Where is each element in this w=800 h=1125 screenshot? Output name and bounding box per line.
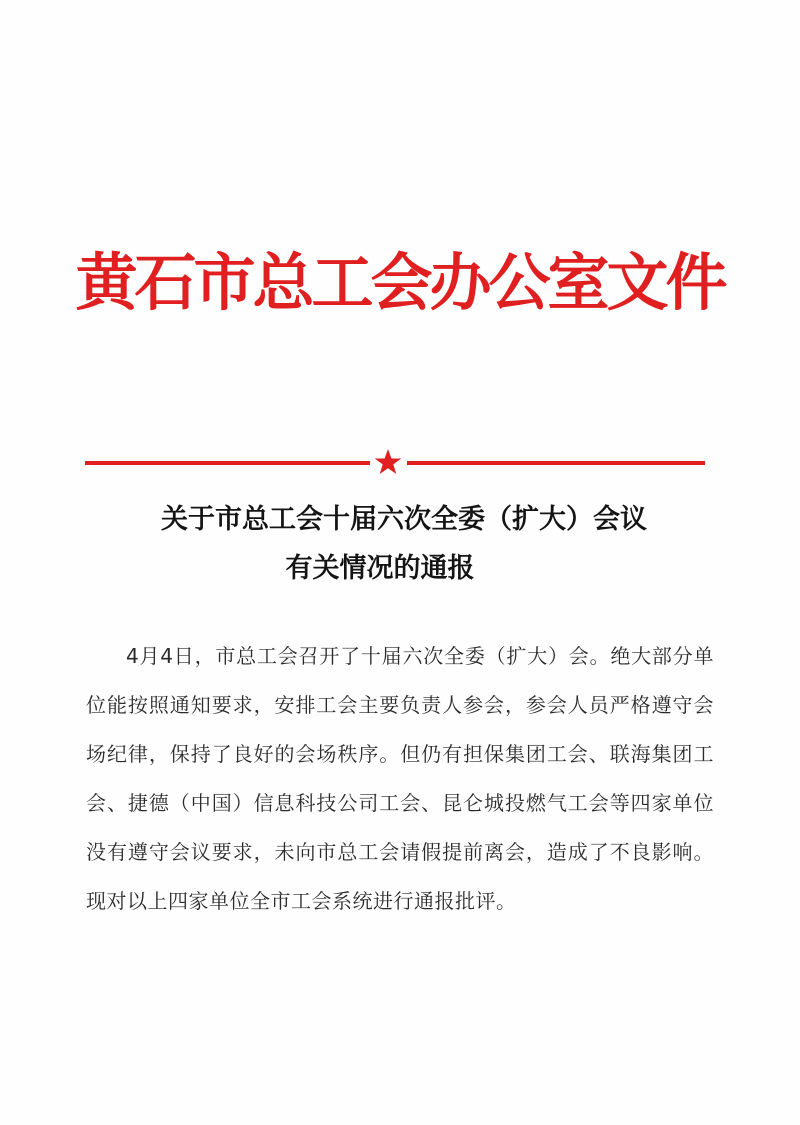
star-icon (375, 449, 402, 474)
document-masthead: 黄石市总工会办公室文件 (75, 246, 725, 319)
document-body-paragraph: 4月4日，市总工会召开了十届六次全委（扩大）会。绝大部分单位能按照通知要求，安排工会主要负责人参会，参会人员严格遵守会场纪律，保持了良好的会场秩序。但仍有担保集团工会、联海集团工会、捷德（中国）信息科技公司工会、昆仑城投燃气工会等四家单位没有遵守会议要求，未向市总工会请假提前离会，造成了不良影响。现对以上四家单位全市工会系统进行通报批评。 (86, 644, 714, 913)
document-title-line-2: 有关情况的通报 (285, 553, 475, 584)
document-title (0, 496, 800, 594)
divider-line-right (407, 461, 705, 465)
divider-line-left (85, 461, 370, 465)
masthead-divider (85, 448, 705, 478)
document-title-line-1: 关于市总工会十届六次全委（扩大）会议 (161, 504, 647, 535)
